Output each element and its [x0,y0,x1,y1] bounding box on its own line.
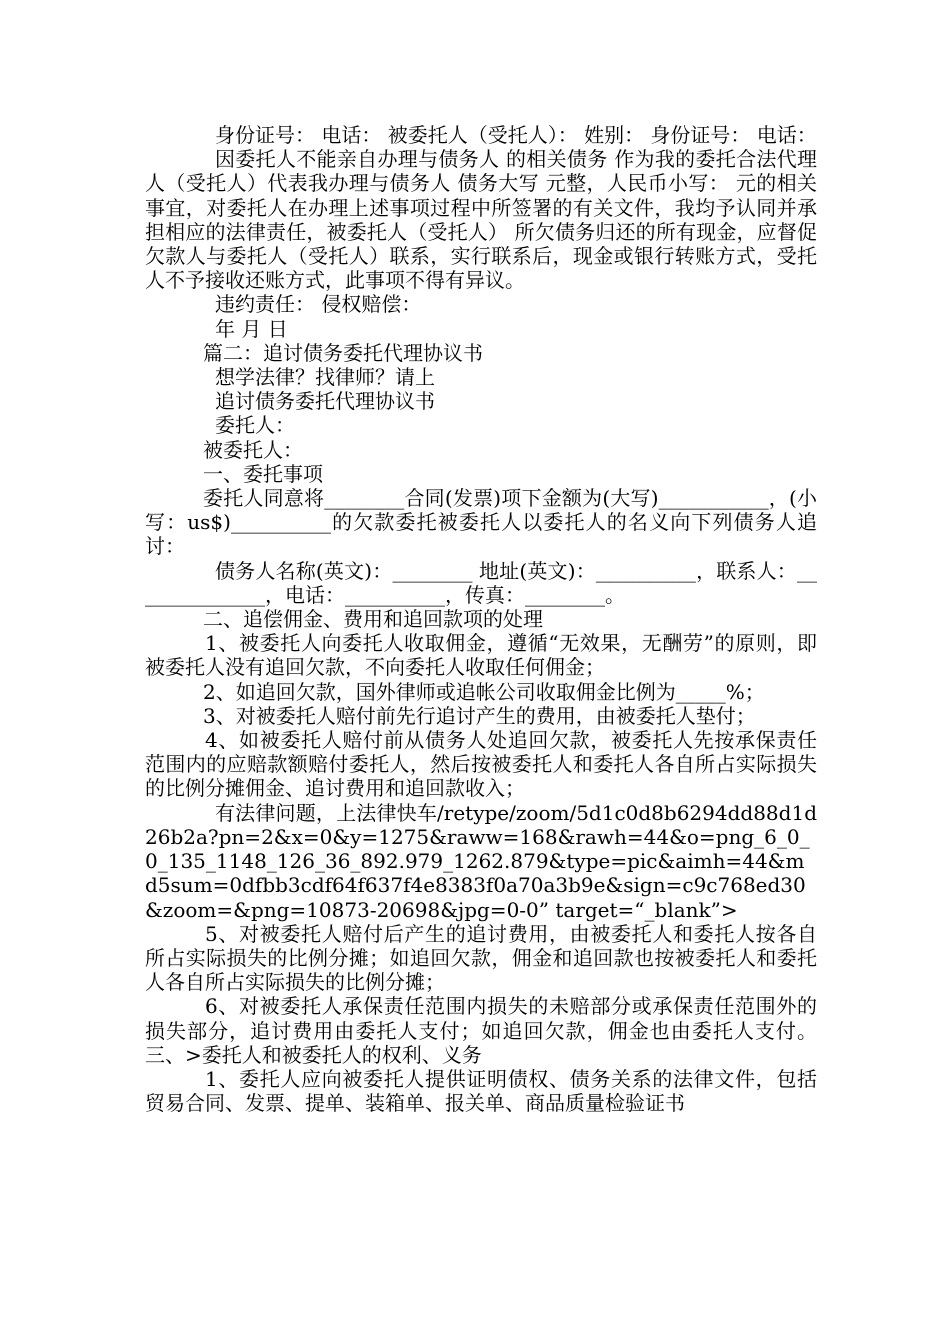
section-heading-part-two: 篇二：追讨债务委托代理协议书 [203,340,483,365]
paragraph-ad-line: 想学法律？找律师？请上 [215,365,435,390]
paragraph-debtor-info: 债务人名称(英文)：________ 地址(英文)：__________，联系人：______________，电话：__________，传真：________。 [145,558,817,607]
paragraph-principal: 委托人： [215,413,295,438]
clause-2-3: 3、对被委托人赔付前先行追讨产生的费用，由被委托人垫付； [203,703,756,728]
clause-2-4: 4、如被委托人赔付前从债务人处追回欠款，被委托人先按承保责任范围内的应赔款额赔付委托人，然后按被委托人和委托人各自所占实际损失的比例分摊佣金、追讨费用和追回款收入； [145,728,817,801]
clause-2-1: 1、被委托人向委托人收取佣金，遵循“无效果，无酬劳”的原则，即被委托人没有追回欠款，不向委托人收取任何佣金； [145,631,817,680]
paragraph-entrusted-amount: 委托人同意将________合同(发票)项下金额为(大写)___________，(小写：us$)__________的欠款委托被委托人以委托人的名义向下列债务人追讨： [145,486,817,559]
paragraph-entrustment-reason: 因委托人不能亲自办理与债务人 的相关债务 作为我的委托合法代理人（受托人）代表我办理与债务人 债务大写 元整，人民币小写： 元的相关事宜，对委托人在办理上述事项过程中所签署的有关文件，我均予认同并承担相应的法律责任，被委托人（受托人） 所欠债务归还的所有现金，应督促欠款人与委托人（受托人）联系，实行联系后，现金或银行转账方式，受托人不予接收还账方式，此事项不得有异议。 [145,147,817,293]
paragraph-liability: 违约责任： 侵权赔偿： [215,292,422,317]
paragraph-id-phone: 身份证号： 电话： 被委托人（受托人）： 姓别： 身份证号： 电话： [215,123,817,147]
clause-2-5: 5、对被委托人赔付后产生的追讨费用，由被委托人和委托人按各自所占实际损失的比例分摊；如追回欠款，佣金和追回款也按被委托人和委托人各自所占实际损失的比例分摊； [145,921,817,995]
paragraph-link-text: 有法律问题，上法律快车/retype/zoom/5d1c0d8b6294dd88d1d26b2a?pn=2&x=0&y=1275&raww=168&rawh=44&o=png_6_0_0_135_1148_126_36_892.979_1262.879&type=pic&aimh=44&md5sum=0dfbb3cdf64f637f4e8383f0a70a3b9e&sign=c9c768ed30&zoom=&png=10873-20698&jpg=0-0” target=“_blank”> [145,800,817,922]
section-heading-2: 二、追偿佣金、费用和追回款项的处理 [203,607,543,632]
clause-2-2: 2、如追回欠款，国外律师或追帐公司收取佣金比例为_____%； [203,679,765,704]
clause-3-1: 1、委托人应向被委托人提供证明债权、债务关系的法律文件，包括贸易合同、发票、提单、装箱单、报关单、商品质量检验证书 [145,1066,817,1116]
paragraph-agent: 被委托人： [203,437,303,462]
document-title: 追讨债务委托代理协议书 [215,389,435,414]
paragraph-date: 年 月 日 [215,316,288,341]
clause-2-6: 6、对被委托人承保责任范围内损失的未赔部分或承保责任范围外的损失部分，追讨费用由委托人支付；如追回欠款，佣金也由委托人支付。三、>委托人和被委托人的权利、义务 [145,994,817,1067]
section-heading-1: 一、委托事项 [203,461,323,486]
document-body [145,123,817,1115]
